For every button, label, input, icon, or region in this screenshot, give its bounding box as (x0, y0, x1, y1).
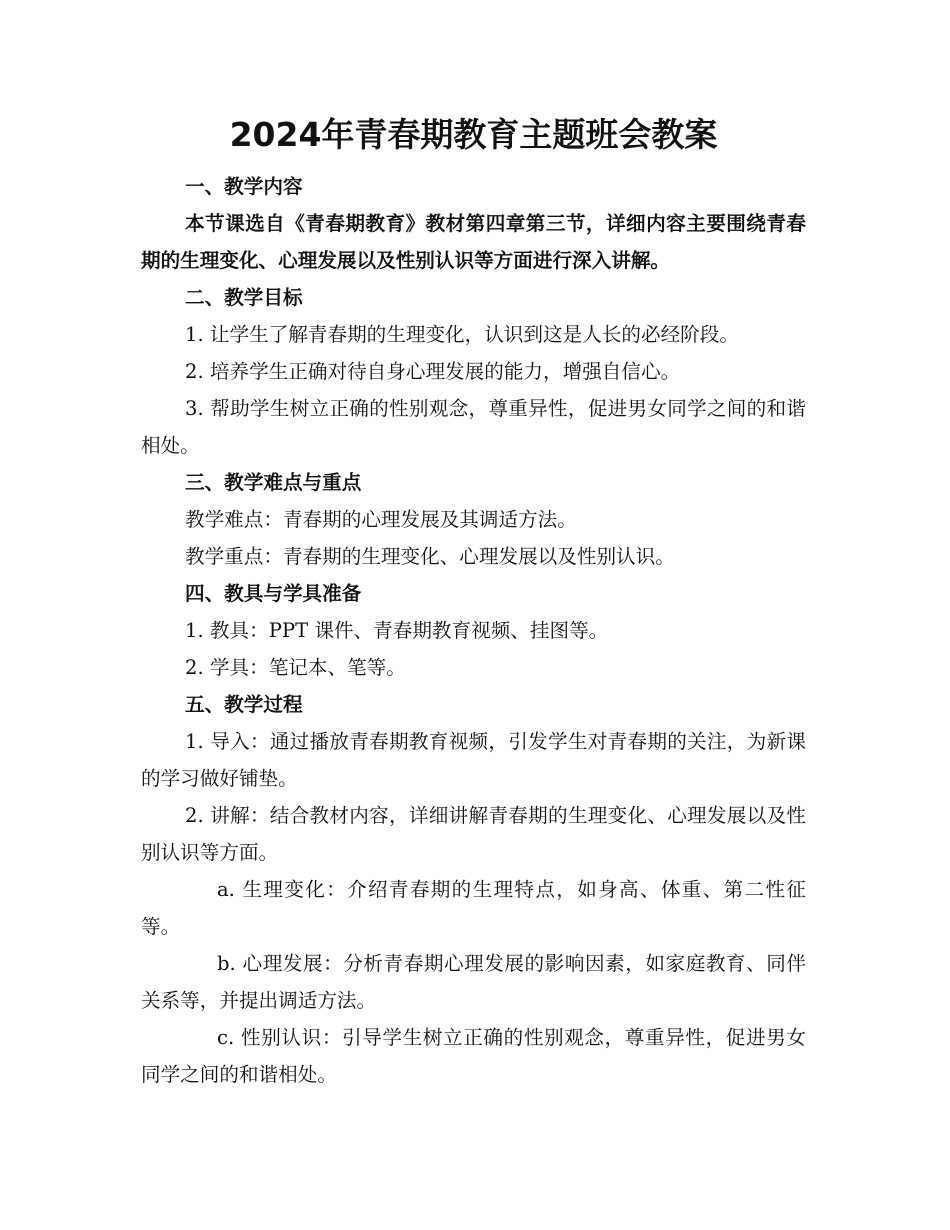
section-heading-goals: 二、教学目标 (185, 286, 303, 309)
teaching-aids-item: 1. 教具：PPT 课件、青春期教育视频、挂图等。 (185, 619, 609, 642)
process-subitem-a: a. 生理变化：介绍青春期的生理特点，如身高、体重、第二性征等。 (141, 878, 806, 938)
process-subitem-c: c. 性别认识：引导学生树立正确的性别观念，尊重异性，促进男女同学之间的和谐相处。 (141, 1026, 806, 1086)
section-heading-materials: 四、教具与学具准备 (185, 582, 362, 605)
focus-item: 教学重点：青春期的生理变化、心理发展以及性别认识。 (185, 545, 675, 568)
goal-item-1: 1. 让学生了解青春期的生理变化，认识到这是人长的必经阶段。 (185, 323, 739, 346)
goal-item-3: 3. 帮助学生树立正确的性别观念，尊重异性，促进男女同学之间的和谐相处。 (141, 397, 806, 457)
section-heading-content: 一、教学内容 (185, 175, 303, 198)
process-subitem-b: b. 心理发展：分析青春期心理发展的影响因素，如家庭教育、同伴关系等，并提出调适方法。 (141, 952, 806, 1012)
goal-item-2: 2. 培养学生正确对待自身心理发展的能力，增强自信心。 (185, 360, 681, 383)
section-heading-process: 五、教学过程 (185, 693, 303, 716)
section-body-content: 本节课选自《青春期教育》教材第四章第三节，详细内容主要围绕青春期的生理变化、心理发展以及性别认识等方面进行深入讲解。 (141, 212, 806, 272)
process-item-2: 2. 讲解：结合教材内容，详细讲解青春期的生理变化、心理发展以及性别认识等方面。 (141, 804, 806, 864)
document-title: 2024年青春期教育主题班会教案 (229, 115, 718, 154)
section-heading-key-points: 三、教学难点与重点 (185, 471, 362, 494)
process-item-1: 1. 导入：通过播放青春期教育视频，引发学生对青春期的关注，为新课的学习做好铺垫。 (141, 730, 806, 790)
document-page (141, 112, 806, 1093)
difficulty-item: 教学难点：青春期的心理发展及其调适方法。 (185, 508, 577, 531)
learning-aids-item: 2. 学具：笔记本、笔等。 (185, 656, 406, 679)
